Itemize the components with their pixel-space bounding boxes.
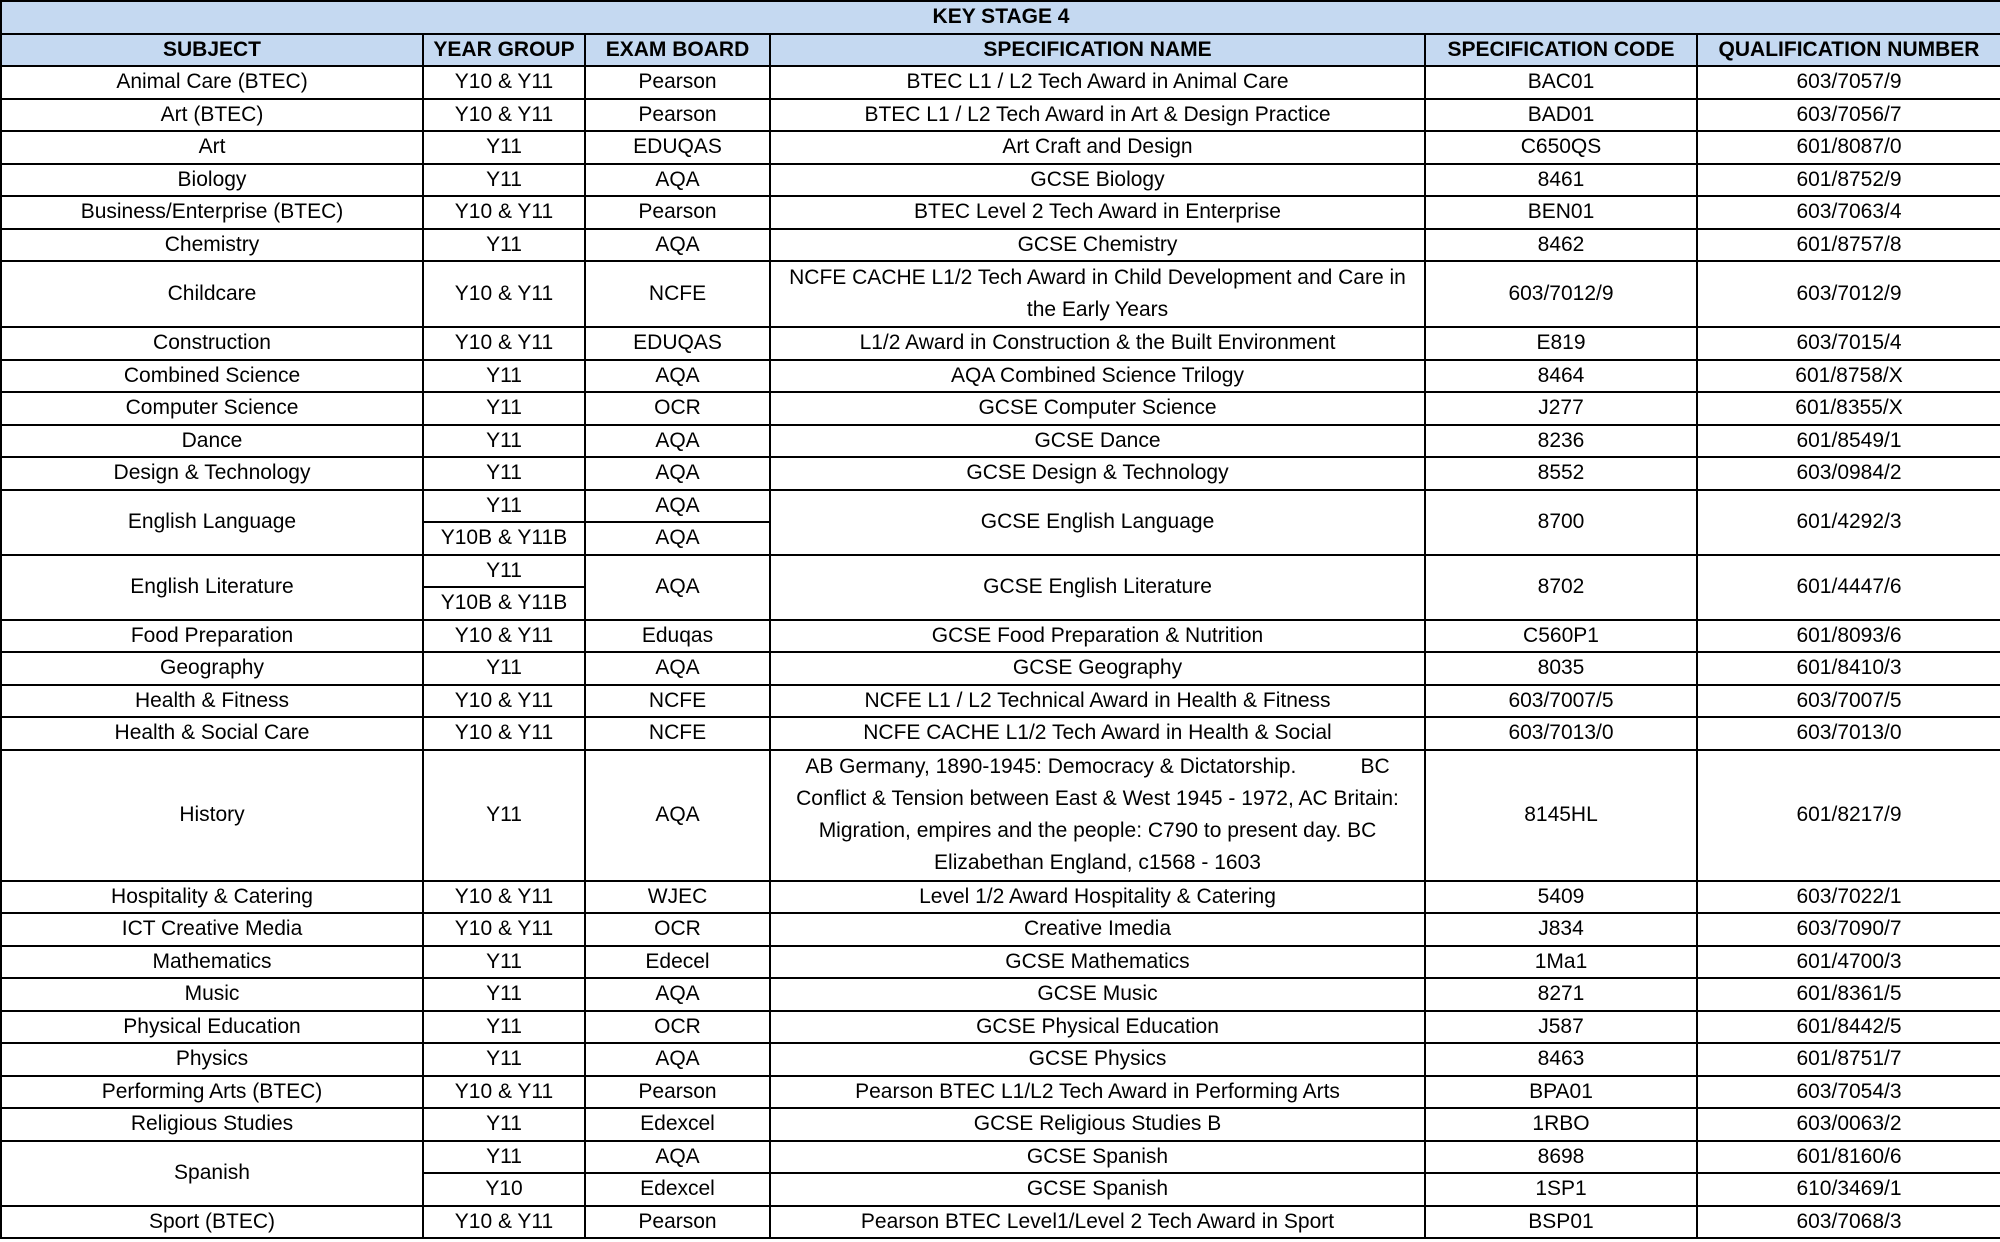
qualification-number-cell: 603/7068/3 bbox=[1697, 1206, 2000, 1239]
table-row bbox=[1, 620, 2000, 653]
year-group-cell: Y10 & Y11 bbox=[423, 685, 585, 718]
specification-code-cell: 1RBO bbox=[1425, 1108, 1697, 1141]
table-row bbox=[1, 913, 2000, 946]
exam-board-cell: AQA bbox=[585, 750, 770, 881]
subject-cell: Geography bbox=[1, 652, 423, 685]
table-row bbox=[1, 327, 2000, 360]
column-header-specification-code: SPECIFICATION CODE bbox=[1425, 34, 1697, 67]
column-header-specification-name: SPECIFICATION NAME bbox=[770, 34, 1425, 67]
qualification-number-cell: 603/0984/2 bbox=[1697, 457, 2000, 490]
exam-board-cell: OCR bbox=[585, 1011, 770, 1044]
specification-code-cell: BSP01 bbox=[1425, 1206, 1697, 1239]
specification-code-cell: 603/7012/9 bbox=[1425, 261, 1697, 327]
table-row bbox=[1, 392, 2000, 425]
year-group-cell: Y10 & Y11 bbox=[423, 881, 585, 914]
column-header-subject: SUBJECT bbox=[1, 34, 423, 67]
specification-name-cell: BTEC Level 2 Tech Award in Enterprise bbox=[770, 196, 1425, 229]
exam-board-cell: AQA bbox=[585, 457, 770, 490]
subject-cell: Art (BTEC) bbox=[1, 99, 423, 132]
subject-cell: History bbox=[1, 750, 423, 881]
table-row bbox=[1, 946, 2000, 979]
specification-code-cell: 603/7013/0 bbox=[1425, 717, 1697, 750]
qualification-number-cell: 603/7013/0 bbox=[1697, 717, 2000, 750]
specification-name-cell: Creative Imedia bbox=[770, 913, 1425, 946]
year-group-cell: Y10 & Y11 bbox=[423, 261, 585, 327]
subject-cell: Mathematics bbox=[1, 946, 423, 979]
table-row bbox=[1, 99, 2000, 132]
subject-cell: Animal Care (BTEC) bbox=[1, 66, 423, 99]
specification-code-cell: 8461 bbox=[1425, 164, 1697, 197]
qualification-number-cell: 601/8758/X bbox=[1697, 360, 2000, 393]
specification-code-cell: 5409 bbox=[1425, 881, 1697, 914]
specification-code-cell: C560P1 bbox=[1425, 620, 1697, 653]
exam-board-cell: NCFE bbox=[585, 717, 770, 750]
exam-board-cell: Pearson bbox=[585, 66, 770, 99]
year-group-cell: Y10B & Y11B bbox=[423, 587, 585, 620]
exam-board-cell: Edecel bbox=[585, 946, 770, 979]
qualification-number-cell: 601/8549/1 bbox=[1697, 425, 2000, 458]
specification-name-cell: GCSE Mathematics bbox=[770, 946, 1425, 979]
table-row bbox=[1, 164, 2000, 197]
subject-cell: Spanish bbox=[1, 1141, 423, 1206]
table-row bbox=[1, 196, 2000, 229]
specification-code-cell: 1Ma1 bbox=[1425, 946, 1697, 979]
table-title: KEY STAGE 4 bbox=[1, 1, 2000, 34]
qualification-number-cell: 601/8757/8 bbox=[1697, 229, 2000, 262]
qualification-number-cell: 601/8442/5 bbox=[1697, 1011, 2000, 1044]
subject-cell: Physical Education bbox=[1, 1011, 423, 1044]
exam-board-cell: EDUQAS bbox=[585, 327, 770, 360]
year-group-cell: Y10 & Y11 bbox=[423, 196, 585, 229]
exam-board-cell: AQA bbox=[585, 164, 770, 197]
specification-code-cell: J587 bbox=[1425, 1011, 1697, 1044]
year-group-cell: Y11 bbox=[423, 1043, 585, 1076]
exam-board-cell: AQA bbox=[585, 1043, 770, 1076]
year-group-cell: Y11 bbox=[423, 229, 585, 262]
qualification-number-cell: 601/8217/9 bbox=[1697, 750, 2000, 881]
subject-cell: ICT Creative Media bbox=[1, 913, 423, 946]
table-row bbox=[1, 360, 2000, 393]
specification-name-cell: GCSE Spanish bbox=[770, 1141, 1425, 1174]
year-group-cell: Y11 bbox=[423, 652, 585, 685]
specification-code-cell: 8463 bbox=[1425, 1043, 1697, 1076]
specification-name-cell: GCSE Computer Science bbox=[770, 392, 1425, 425]
table-row bbox=[1, 131, 2000, 164]
subject-cell: Childcare bbox=[1, 261, 423, 327]
year-group-cell: Y10 & Y11 bbox=[423, 1076, 585, 1109]
header-row bbox=[1, 34, 2000, 67]
specification-name-cell: GCSE English Language bbox=[770, 490, 1425, 555]
exam-board-cell: NCFE bbox=[585, 685, 770, 718]
column-header-year-group: YEAR GROUP bbox=[423, 34, 585, 67]
subject-cell: Health & Social Care bbox=[1, 717, 423, 750]
qualification-number-cell: 601/8361/5 bbox=[1697, 978, 2000, 1011]
specification-code-cell: 8236 bbox=[1425, 425, 1697, 458]
table-row bbox=[1, 229, 2000, 262]
exam-board-cell: Pearson bbox=[585, 1206, 770, 1239]
specification-code-cell: 1SP1 bbox=[1425, 1173, 1697, 1206]
table-row bbox=[1, 555, 2000, 588]
qualification-number-cell: 603/7022/1 bbox=[1697, 881, 2000, 914]
table-row bbox=[1, 1043, 2000, 1076]
subject-cell: Art bbox=[1, 131, 423, 164]
subject-cell: Hospitality & Catering bbox=[1, 881, 423, 914]
year-group-cell: Y11 bbox=[423, 946, 585, 979]
specification-name-cell: GCSE Physics bbox=[770, 1043, 1425, 1076]
specification-code-cell: 8035 bbox=[1425, 652, 1697, 685]
specification-name-cell: NCFE L1 / L2 Technical Award in Health & Fitness bbox=[770, 685, 1425, 718]
specification-code-cell: BEN01 bbox=[1425, 196, 1697, 229]
year-group-cell: Y11 bbox=[423, 555, 585, 588]
table-row bbox=[1, 425, 2000, 458]
subject-cell: Design & Technology bbox=[1, 457, 423, 490]
exam-board-cell: AQA bbox=[585, 1141, 770, 1174]
qualification-number-cell: 603/7054/3 bbox=[1697, 1076, 2000, 1109]
specification-code-cell: BPA01 bbox=[1425, 1076, 1697, 1109]
year-group-cell: Y10 & Y11 bbox=[423, 1206, 585, 1239]
table-row bbox=[1, 978, 2000, 1011]
specification-name-cell: GCSE Music bbox=[770, 978, 1425, 1011]
subject-cell: Biology bbox=[1, 164, 423, 197]
specification-code-cell: 8462 bbox=[1425, 229, 1697, 262]
table-row bbox=[1, 1141, 2000, 1174]
exam-board-cell: Pearson bbox=[585, 1076, 770, 1109]
year-group-cell: Y10 & Y11 bbox=[423, 620, 585, 653]
table-row bbox=[1, 717, 2000, 750]
year-group-cell: Y10 bbox=[423, 1173, 585, 1206]
year-group-cell: Y11 bbox=[423, 1108, 585, 1141]
subject-cell: Computer Science bbox=[1, 392, 423, 425]
qualification-number-cell: 601/4447/6 bbox=[1697, 555, 2000, 620]
qualification-number-cell: 601/8160/6 bbox=[1697, 1141, 2000, 1174]
qualification-number-cell: 601/4292/3 bbox=[1697, 490, 2000, 555]
column-header-exam-board: EXAM BOARD bbox=[585, 34, 770, 67]
exam-board-cell: AQA bbox=[585, 229, 770, 262]
exam-board-cell: OCR bbox=[585, 392, 770, 425]
specification-name-cell: GCSE Biology bbox=[770, 164, 1425, 197]
subject-cell: Food Preparation bbox=[1, 620, 423, 653]
qualification-number-cell: 601/8751/7 bbox=[1697, 1043, 2000, 1076]
subject-cell: Music bbox=[1, 978, 423, 1011]
year-group-cell: Y11 bbox=[423, 1141, 585, 1174]
year-group-cell: Y11 bbox=[423, 750, 585, 881]
qualification-number-cell: 603/7057/9 bbox=[1697, 66, 2000, 99]
specification-code-cell: J834 bbox=[1425, 913, 1697, 946]
exam-board-cell: Edexcel bbox=[585, 1173, 770, 1206]
specification-name-cell: Pearson BTEC L1/L2 Tech Award in Performing Arts bbox=[770, 1076, 1425, 1109]
specification-name-cell: L1/2 Award in Construction & the Built Environment bbox=[770, 327, 1425, 360]
specification-name-cell: NCFE CACHE L1/2 Tech Award in Health & Social bbox=[770, 717, 1425, 750]
year-group-cell: Y11 bbox=[423, 392, 585, 425]
specification-name-cell: GCSE Food Preparation & Nutrition bbox=[770, 620, 1425, 653]
specification-name-cell: Pearson BTEC Level1/Level 2 Tech Award in Sport bbox=[770, 1206, 1425, 1239]
subject-cell: English Literature bbox=[1, 555, 423, 620]
specification-code-cell: 8271 bbox=[1425, 978, 1697, 1011]
subject-cell: Combined Science bbox=[1, 360, 423, 393]
qualification-number-cell: 601/4700/3 bbox=[1697, 946, 2000, 979]
exam-board-cell: Edexcel bbox=[585, 1108, 770, 1141]
specification-code-cell: 8552 bbox=[1425, 457, 1697, 490]
year-group-cell: Y11 bbox=[423, 360, 585, 393]
qualification-number-cell: 601/8093/6 bbox=[1697, 620, 2000, 653]
table-row bbox=[1, 1076, 2000, 1109]
year-group-cell: Y11 bbox=[423, 425, 585, 458]
specification-code-cell: 8145HL bbox=[1425, 750, 1697, 881]
table-row bbox=[1, 457, 2000, 490]
qualification-number-cell: 603/7007/5 bbox=[1697, 685, 2000, 718]
table-row bbox=[1, 261, 2000, 327]
table-row bbox=[1, 750, 2000, 881]
year-group-cell: Y10 & Y11 bbox=[423, 327, 585, 360]
year-group-cell: Y11 bbox=[423, 164, 585, 197]
specification-code-cell: E819 bbox=[1425, 327, 1697, 360]
specification-code-cell: BAC01 bbox=[1425, 66, 1697, 99]
table-row bbox=[1, 685, 2000, 718]
qualification-number-cell: 603/7012/9 bbox=[1697, 261, 2000, 327]
exam-board-cell: AQA bbox=[585, 490, 770, 523]
year-group-cell: Y10 & Y11 bbox=[423, 99, 585, 132]
subject-cell: Religious Studies bbox=[1, 1108, 423, 1141]
specification-name-cell: Art Craft and Design bbox=[770, 131, 1425, 164]
specification-name-cell: AB Germany, 1890-1945: Democracy & Dictatorship. BC Conflict & Tension between East & West 1945 - 1972, AC Britain: Migration, empires and the people: C790 to present day. BC Elizabethan England, c1568 - 1603 bbox=[770, 750, 1425, 881]
qualification-number-cell: 603/0063/2 bbox=[1697, 1108, 2000, 1141]
specification-code-cell: 8464 bbox=[1425, 360, 1697, 393]
qualification-number-cell: 610/3469/1 bbox=[1697, 1173, 2000, 1206]
qualification-number-cell: 603/7056/7 bbox=[1697, 99, 2000, 132]
specification-name-cell: GCSE Dance bbox=[770, 425, 1425, 458]
exam-board-cell: AQA bbox=[585, 978, 770, 1011]
subject-cell: Dance bbox=[1, 425, 423, 458]
specification-name-cell: GCSE Physical Education bbox=[770, 1011, 1425, 1044]
year-group-cell: Y11 bbox=[423, 978, 585, 1011]
specification-name-cell: GCSE Design & Technology bbox=[770, 457, 1425, 490]
specification-code-cell: 8702 bbox=[1425, 555, 1697, 620]
year-group-cell: Y11 bbox=[423, 457, 585, 490]
year-group-cell: Y10 & Y11 bbox=[423, 66, 585, 99]
exam-board-cell: AQA bbox=[585, 522, 770, 555]
year-group-cell: Y10 & Y11 bbox=[423, 913, 585, 946]
table-row bbox=[1, 1206, 2000, 1239]
year-group-cell: Y10B & Y11B bbox=[423, 522, 585, 555]
qualification-number-cell: 601/8087/0 bbox=[1697, 131, 2000, 164]
qualification-number-cell: 603/7090/7 bbox=[1697, 913, 2000, 946]
year-group-cell: Y11 bbox=[423, 490, 585, 523]
exam-board-cell: AQA bbox=[585, 425, 770, 458]
qualification-number-cell: 603/7063/4 bbox=[1697, 196, 2000, 229]
table-row bbox=[1, 66, 2000, 99]
subject-cell: English Language bbox=[1, 490, 423, 555]
table-row bbox=[1, 490, 2000, 523]
exam-board-cell: Pearson bbox=[585, 99, 770, 132]
specification-name-cell: NCFE CACHE L1/2 Tech Award in Child Development and Care in the Early Years bbox=[770, 261, 1425, 327]
specification-name-cell: GCSE Geography bbox=[770, 652, 1425, 685]
specification-name-cell: BTEC L1 / L2 Tech Award in Art & Design Practice bbox=[770, 99, 1425, 132]
exam-board-cell: AQA bbox=[585, 652, 770, 685]
subject-cell: Sport (BTEC) bbox=[1, 1206, 423, 1239]
subject-cell: Physics bbox=[1, 1043, 423, 1076]
table-row bbox=[1, 1011, 2000, 1044]
specification-code-cell: 603/7007/5 bbox=[1425, 685, 1697, 718]
specification-name-cell: AQA Combined Science Trilogy bbox=[770, 360, 1425, 393]
specification-code-cell: BAD01 bbox=[1425, 99, 1697, 132]
subject-cell: Business/Enterprise (BTEC) bbox=[1, 196, 423, 229]
specification-code-cell: 8700 bbox=[1425, 490, 1697, 555]
specification-name-cell: GCSE English Literature bbox=[770, 555, 1425, 620]
qualification-number-cell: 601/8355/X bbox=[1697, 392, 2000, 425]
exam-board-cell: AQA bbox=[585, 555, 770, 620]
subject-cell: Construction bbox=[1, 327, 423, 360]
year-group-cell: Y11 bbox=[423, 131, 585, 164]
table-row bbox=[1, 1108, 2000, 1141]
subject-cell: Chemistry bbox=[1, 229, 423, 262]
specification-name-cell: GCSE Chemistry bbox=[770, 229, 1425, 262]
table-row bbox=[1, 652, 2000, 685]
specification-code-cell: J277 bbox=[1425, 392, 1697, 425]
qualification-number-cell: 603/7015/4 bbox=[1697, 327, 2000, 360]
exam-board-cell: AQA bbox=[585, 360, 770, 393]
subject-cell: Performing Arts (BTEC) bbox=[1, 1076, 423, 1109]
specification-name-cell: GCSE Spanish bbox=[770, 1173, 1425, 1206]
exam-board-cell: EDUQAS bbox=[585, 131, 770, 164]
specification-code-cell: 8698 bbox=[1425, 1141, 1697, 1174]
exam-board-cell: WJEC bbox=[585, 881, 770, 914]
exam-board-cell: Pearson bbox=[585, 196, 770, 229]
specification-name-cell: BTEC L1 / L2 Tech Award in Animal Care bbox=[770, 66, 1425, 99]
exam-board-cell: Eduqas bbox=[585, 620, 770, 653]
specification-code-cell: C650QS bbox=[1425, 131, 1697, 164]
qualification-number-cell: 601/8410/3 bbox=[1697, 652, 2000, 685]
qualification-number-cell: 601/8752/9 bbox=[1697, 164, 2000, 197]
year-group-cell: Y10 & Y11 bbox=[423, 717, 585, 750]
subject-cell: Health & Fitness bbox=[1, 685, 423, 718]
specification-name-cell: Level 1/2 Award Hospitality & Catering bbox=[770, 881, 1425, 914]
specification-name-cell: GCSE Religious Studies B bbox=[770, 1108, 1425, 1141]
column-header-qualification-number: QUALIFICATION NUMBER bbox=[1697, 34, 2000, 67]
exam-board-cell: OCR bbox=[585, 913, 770, 946]
table-row bbox=[1, 881, 2000, 914]
exam-board-cell: NCFE bbox=[585, 261, 770, 327]
year-group-cell: Y11 bbox=[423, 1011, 585, 1044]
